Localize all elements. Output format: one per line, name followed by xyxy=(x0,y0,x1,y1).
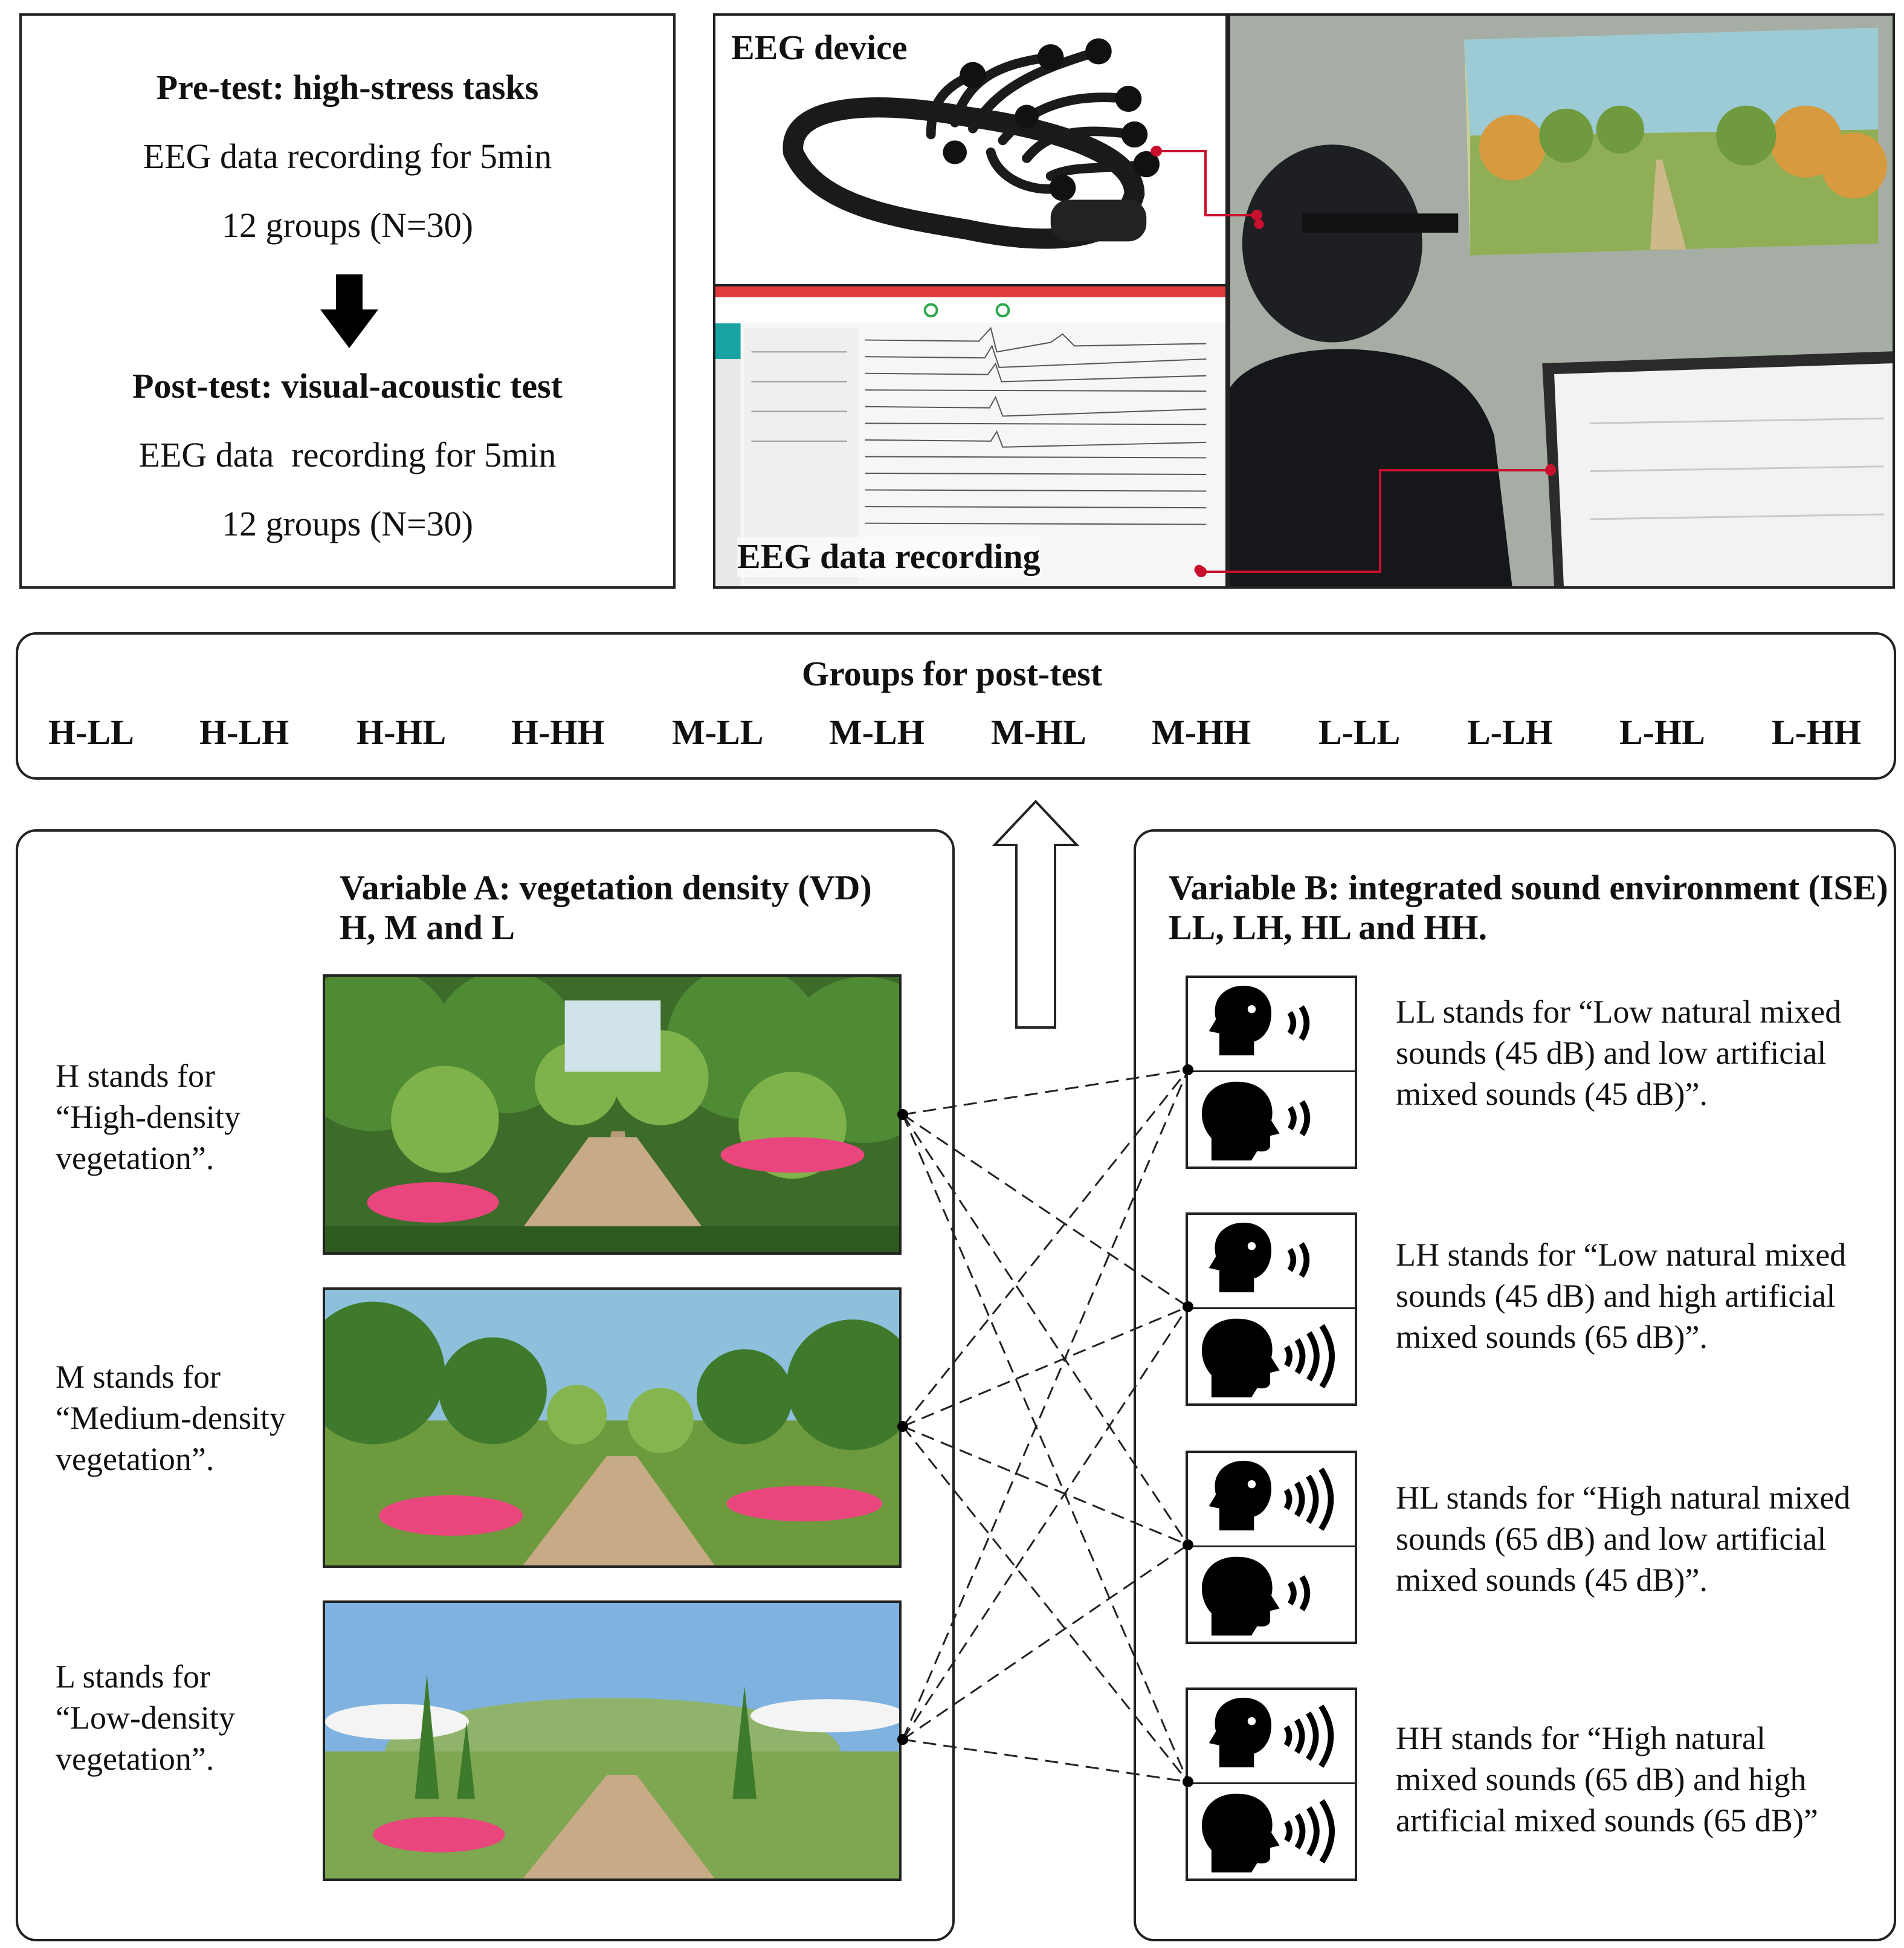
group-label: L-HH xyxy=(1772,713,1862,752)
level-l-description: L stands for “Low-density vegetation”. xyxy=(56,1658,235,1778)
artificial-sound-icon xyxy=(1188,1309,1355,1403)
group-label: H-LL xyxy=(48,713,134,752)
group-label: H-LH xyxy=(199,713,289,752)
group-label: H-HH xyxy=(511,713,605,752)
hh-description: HH stands for “High natural mixed sounds (65 dB) and high artificial mixed sounds (65 dB)” xyxy=(1396,1720,1818,1839)
sound-icon-hl xyxy=(1186,1451,1357,1644)
variable-a-subtitle: H, M and L xyxy=(340,908,515,947)
level-m-description: M stands for “Medium-density vegetation”. xyxy=(56,1359,286,1478)
lh-description: LH stands for “Low natural mixed sounds (45 dB) and high artificial mixed sounds (65 dB)”. xyxy=(1396,1237,1847,1356)
group-label: M-HL xyxy=(991,713,1086,752)
group-label: L-HL xyxy=(1619,713,1705,752)
posttest-groups: 12 groups (N=30) xyxy=(221,504,474,543)
artificial-sound-icon xyxy=(1188,1784,1355,1878)
eeg-device-photo xyxy=(713,13,1228,289)
group-label: M-LH xyxy=(829,713,925,752)
high-density-vegetation-image xyxy=(323,974,902,1255)
medium-density-vegetation-image xyxy=(323,1287,902,1568)
group-label: L-LH xyxy=(1467,713,1553,752)
group-label: H-HL xyxy=(357,713,447,752)
natural-sound-icon xyxy=(1188,1215,1355,1309)
pretest-groups: 12 groups (N=30) xyxy=(221,205,474,245)
group-label: M-LL xyxy=(672,713,764,752)
group-label: M-HH xyxy=(1152,713,1251,752)
down-arrow-icon xyxy=(319,274,379,349)
hl-description: HL stands for “High natural mixed sounds (65 dB) and low artificial mixed sounds (45 dB)”. xyxy=(1396,1480,1851,1599)
procedure-box xyxy=(19,13,676,589)
artificial-sound-icon xyxy=(1188,1072,1355,1167)
eeg-device-label: EEG device xyxy=(731,28,908,67)
variable-a-title: Variable A: vegetation density (VD) xyxy=(340,868,872,907)
artificial-sound-icon xyxy=(1188,1547,1355,1642)
variable-b-subtitle: LL, LH, HL and HH. xyxy=(1169,908,1488,947)
participant-photo xyxy=(1228,13,1895,589)
posttest-title: Post-test: visual-acoustic test xyxy=(132,366,563,406)
sound-icon-lh xyxy=(1186,1212,1357,1406)
natural-sound-icon xyxy=(1188,978,1355,1072)
natural-sound-icon xyxy=(1188,1453,1355,1547)
sound-icon-ll xyxy=(1186,976,1357,1169)
sound-icon-hh xyxy=(1186,1688,1357,1881)
level-h-description: H stands for “High-density vegetation”. xyxy=(56,1058,240,1177)
up-arrow-icon xyxy=(991,799,1080,1030)
pretest-title: Pre-test: high-stress tasks xyxy=(156,68,539,107)
natural-sound-icon xyxy=(1188,1690,1355,1784)
posttest-recording: EEG data recording for 5min xyxy=(138,435,557,474)
ll-description: LL stands for “Low natural mixed sounds (45 dB) and low artificial mixed sounds (45 dB)”. xyxy=(1396,994,1842,1113)
low-density-vegetation-image xyxy=(323,1600,902,1881)
pretest-recording: EEG data recording for 5min xyxy=(143,137,552,176)
group-label: L-LL xyxy=(1318,713,1401,752)
eeg-recording-label: EEG data recording xyxy=(737,537,1041,576)
eeg-recording-screenshot xyxy=(713,284,1228,589)
groups-title: Groups for post-test xyxy=(801,654,1103,693)
variable-b-title: Variable B: integrated sound environment (ISE) xyxy=(1169,868,1888,907)
